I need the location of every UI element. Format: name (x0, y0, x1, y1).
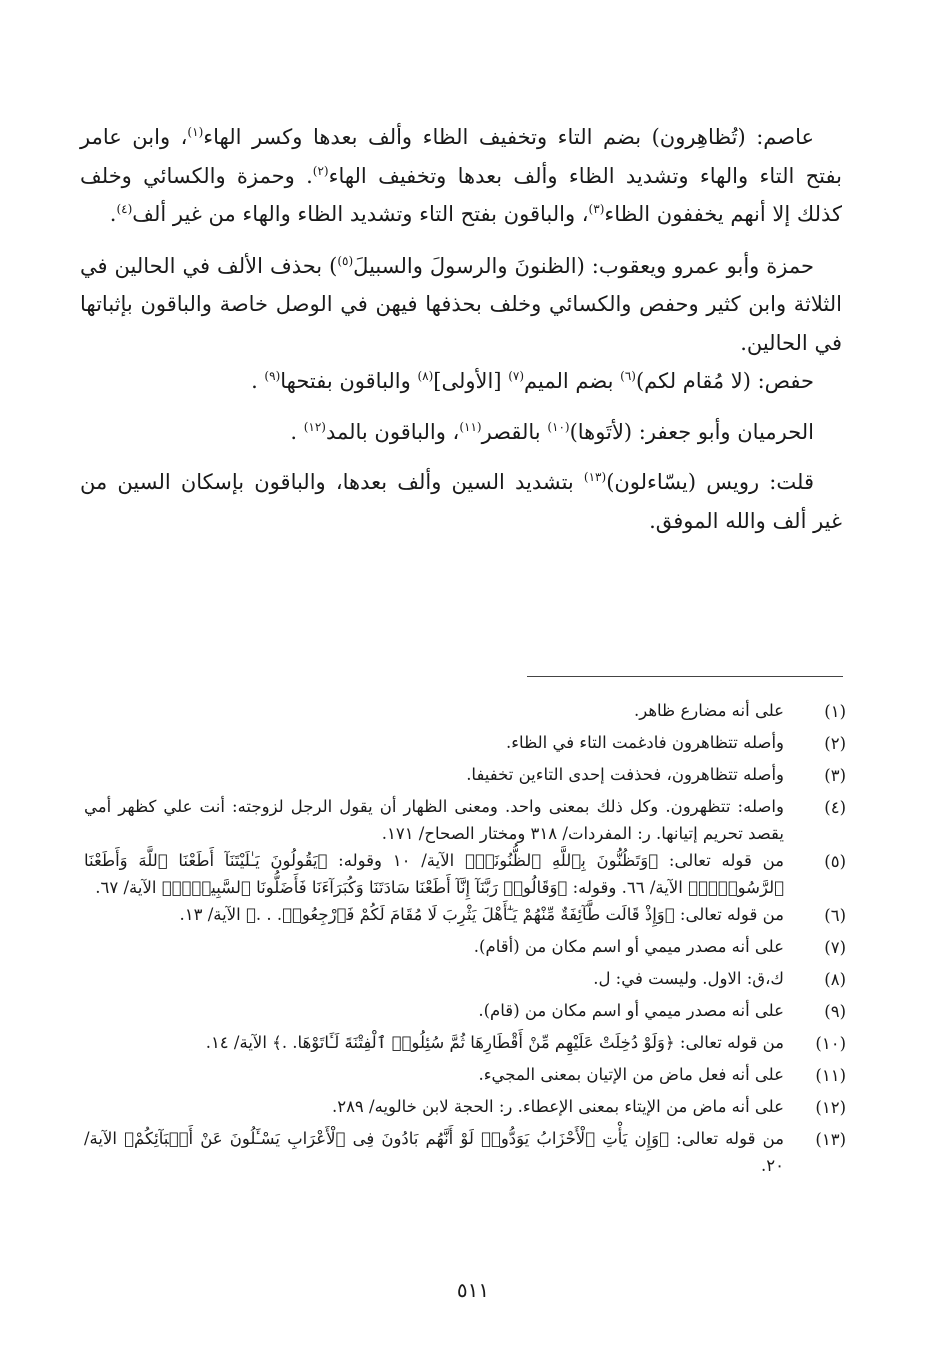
footnote-ref[interactable]: (٨) (417, 369, 434, 383)
footnote-number: (١٣) (815, 1130, 846, 1149)
footnote-text: على أنه ماض من الإيتاء بمعنى الإعطاء. ر: الحجة لابن خالويه/ ٢٨٩. (331, 1097, 784, 1116)
footnote-ref[interactable]: (١٢) (303, 419, 326, 434)
footnote-4 (84, 793, 846, 847)
footnote-number: (٧) (824, 938, 846, 957)
footnote-number: (٣) (824, 766, 846, 785)
footnote-5 (84, 847, 846, 901)
paragraph-5: قلت: رويس (يسّاءلون)$^{(١٣)}$ بتشديد السين وألف بعدها، والباقون بإسكان السين من غير ألف والله الموفق. (80, 470, 842, 533)
page-number: ٥١١ (456, 1278, 490, 1302)
footnote-10 (84, 1029, 846, 1061)
footnote-text: على أنه مصدر ميمي أو اسم مكان من (أقام). (473, 937, 784, 956)
paragraph-1: عاصم: (تُظاهِرون) بضم التاء وتخفيف الظاء وألف بعدها وكسر الهاء$^{(١)}$، وابن عامر بفتح التاء والهاء وتشديد الظاء وألف بعدها وتخفيف الهاء$^{(٢)}$. وحمزة والكسائي وخلف كذلك إلا أنهم يخففون الظاء$^{(٣)}$، والباقون بفتح التاء وتشديد الظاء والهاء من غير ألف$^{(٤)}$. (80, 125, 842, 226)
footnote-2 (84, 729, 846, 761)
main-text (80, 118, 842, 540)
footnote-ref[interactable]: (٢) (312, 163, 329, 178)
footnote-divider (527, 676, 843, 677)
footnote-number: (٩) (824, 1002, 846, 1021)
footnote-number: (١١) (815, 1066, 846, 1085)
footnote-1 (84, 697, 846, 729)
footnote-ref[interactable]: (٩) (264, 369, 281, 383)
footnote-ref[interactable]: (١) (187, 125, 204, 139)
footnote-number: (٤) (824, 798, 846, 817)
footnote-number: (٦) (824, 906, 846, 925)
footnote-ref[interactable]: (٣) (588, 202, 605, 216)
footnote-9 (84, 997, 846, 1029)
footnote-7 (84, 933, 846, 965)
footnote-ref[interactable]: (١١) (459, 419, 482, 434)
footnote-text: من قوله تعالى: ﴿وَإِذْ قَالَت طَّآئِفَةٌ مِّنْهُمْ يَـٰٓأَهْلَ يَثْرِبَ لَا مُقَامَ لَكُمْ فَٱرْجِعُوا۟. . .﴾ الآية/ ١٣. (179, 905, 784, 924)
footnote-ref[interactable]: (١٠) (547, 419, 570, 434)
footnote-ref[interactable]: (٧) (508, 369, 525, 383)
footnote-6 (84, 901, 846, 933)
footnote-text: على أنه مضارع ظاهر. (633, 701, 784, 720)
footnote-text: ك،ق: الاول. وليست في: ل. (593, 969, 784, 988)
footnote-number: (١٢) (815, 1098, 846, 1117)
footnote-12 (84, 1093, 846, 1125)
footnote-3 (84, 761, 846, 793)
footnote-11 (84, 1061, 846, 1093)
footnote-13 (84, 1125, 846, 1179)
footnote-text: على أنه مصدر ميمي أو اسم مكان من (قام). (478, 1001, 784, 1020)
footnote-text: وأصله تتظاهرون فادغمت التاء في الظاء. (506, 733, 784, 752)
paragraph-4: الحرميان وأبو جعفر: (لأتَوها)$^{(١٠)}$ بالقصر$^{(١١)}$، والباقون بالمد$^{(١٢)}$ . (290, 419, 814, 444)
footnote-number: (٢) (824, 734, 846, 753)
paragraph-2: حمزة وأبو عمرو ويعقوب: (الظنونَ والرسولَ والسبيلَ$^{(٥)}$) بحذف الألف في الحالين في الثلاثة وابن كثير وحفص والكسائي وخلف بحذفها فيهن في الوصل خاصة والباقون بإثباتها في الحالين. (80, 253, 842, 355)
footnote-number: (٨) (824, 970, 846, 989)
footnote-text: من قوله تعالى: ﴿وَتَظُنُّونَ بِٱللَّهِ ٱلظُّنُونَا۠﴾ الآية/ ١٠ وقوله: ﴿يَقُولُونَ يَـٰلَيْتَنَآ أَطَعْنَا ٱللَّهَ وَأَطَعْنَا ٱلرَّسُولَا۠﴾ الآية/ ٦٦. وقوله: ﴿وَقَالُوا۟ رَبَّنَآ إِنَّآ أَطَعْنَا سَادَتَنَا وَكُبَرَآءَنَا فَأَضَلُّونَا ٱلسَّبِيلَا۠﴾ الآية/ ٦٧. (84, 851, 784, 897)
footnote-ref[interactable]: (٤) (116, 202, 133, 216)
footnote-text: واصله: تتظهرون. وكل ذلك بمعنى واحد. ومعنى الظهار أن يقول الرجل لزوجته: أنت علي كظهر أمي يقصد تحريم إتيانها. ر: المفردات/ ٣١٨ ومختار الصحاح/ ١٧١. (84, 797, 784, 843)
footnote-text: من قوله تعالى: ﴿وَلَوْ دُخِلَتْ عَلَيْهِم مِّنْ أَقْطَارِهَا ثُمَّ سُئِلُوا۟ ٱلْفِتْنَةَ لَـَٔاتَوْهَا. .﴾ الآية/ ١٤. (205, 1033, 784, 1052)
footnote-8 (84, 965, 846, 997)
paragraph-3: حفص: (لا مُقام لكم)$^{(٦)}$ بضم الميم$^{(٧)}$ [الأولى]$^{(٨)}$ والباقون بفتحها$^{(٩)}$ . (251, 369, 814, 393)
footnote-number: (١٠) (815, 1034, 846, 1053)
footnote-text: وأصله تتظاهرون، فحذفت إحدى التاءين تخفيفا. (466, 765, 784, 784)
footnotes (84, 697, 846, 1179)
footnote-ref[interactable]: (١٣) (583, 470, 607, 484)
footnote-number: (٥) (824, 852, 846, 871)
footnote-ref[interactable]: (٦) (620, 369, 636, 383)
footnote-number: (١) (824, 702, 846, 721)
footnote-text: من قوله تعالى: ﴿وَإِن يَأْتِ ٱلْأَحْزَابُ يَوَدُّوا۟ لَوْ أَنَّهُم بَادُونَ فِى ٱلْأَعْرَابِ يَسْـَٔلُونَ عَنْ أَنۢبَآئِكُمْ﴾ الآية/ ٢٠. (84, 1129, 784, 1175)
footnote-ref[interactable]: (٥) (337, 253, 354, 268)
footnote-text: على أنه فعل ماض من الإتيان بمعنى المجيء. (478, 1065, 784, 1084)
